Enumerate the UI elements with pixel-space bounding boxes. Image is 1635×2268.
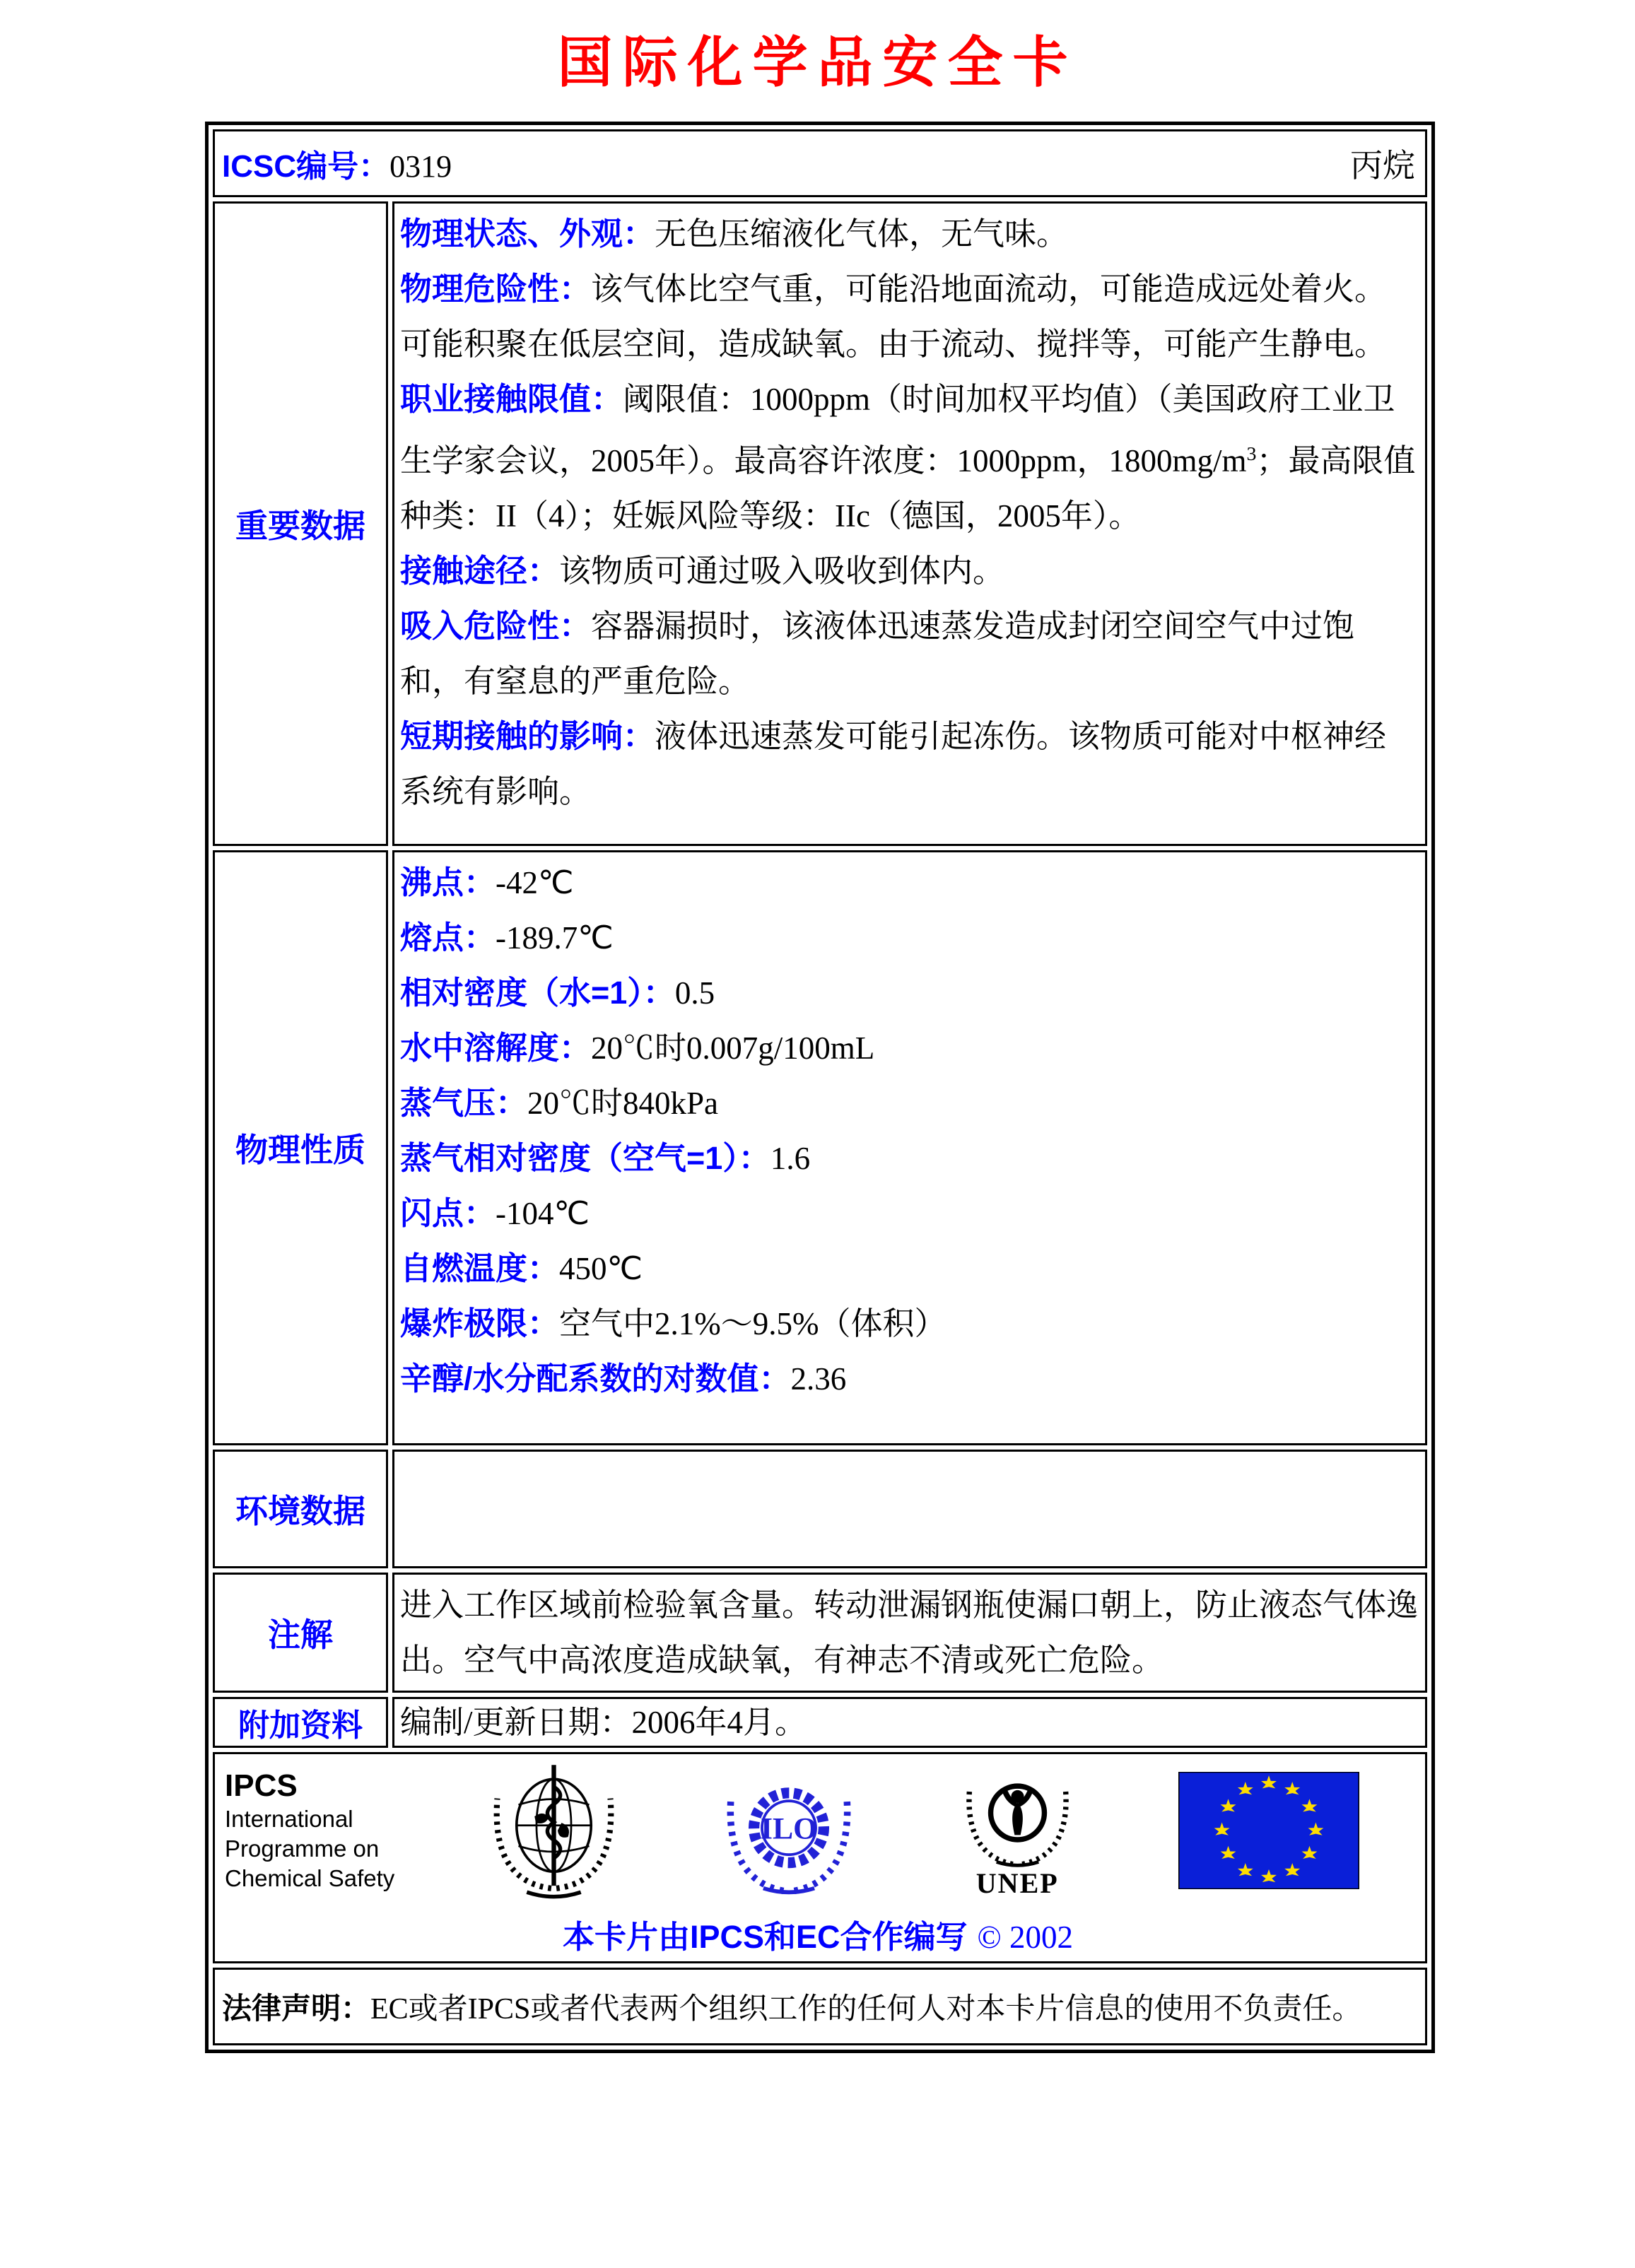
- credit-copyright: © 2002: [977, 1920, 1073, 1955]
- superscript: 3: [1246, 443, 1257, 465]
- physical-item: [400, 1241, 1418, 1296]
- field-label: 蒸气压：: [400, 1085, 528, 1121]
- icsc-table: [205, 122, 1435, 2053]
- field-label: 相对密度（水=1）：: [400, 975, 675, 1011]
- physical-item: [400, 1296, 1418, 1351]
- field-value: -104℃: [496, 1196, 590, 1231]
- physical-item: [400, 855, 1418, 910]
- section-label-notes: 注解: [213, 1573, 388, 1693]
- unep-logo-icon: [959, 1763, 1076, 1898]
- legal-text: EC或者IPCS或者代表两个组织工作的任何人对本卡片信息的使用不负责任。: [370, 1993, 1362, 2026]
- field-label: 吸入危险性：: [400, 608, 592, 644]
- additional-info-row: [213, 1697, 1427, 1748]
- legal-cell: [213, 1968, 1427, 2045]
- field-label: 蒸气相对密度（空气=1）：: [400, 1140, 770, 1176]
- ipcs-text-block: [225, 1768, 437, 1893]
- icsc-number-label: ICSC编号：: [222, 149, 390, 184]
- header-cell: [213, 129, 1427, 197]
- field-label: 闪点：: [400, 1195, 496, 1231]
- important-item: [400, 206, 1418, 262]
- ipcs-programme-line: International: [225, 1806, 353, 1832]
- field-value: -189.7℃: [496, 920, 614, 956]
- notes-row: [213, 1573, 1427, 1693]
- credit-line: [225, 1911, 1411, 1957]
- icsc-number-group: [222, 141, 452, 186]
- field-label: 熔点：: [400, 919, 496, 956]
- field-label: 辛醇/水分配系数的对数值：: [400, 1361, 791, 1397]
- ipcs-programme-line: Programme on: [225, 1835, 380, 1862]
- field-value: 容器漏损时，该液体迅速蒸发造成封闭空间空气中过饱和，有窒息的严重危险。: [400, 609, 1355, 699]
- physical-item: [400, 965, 1418, 1021]
- field-label: 短期接触的影响：: [400, 718, 655, 754]
- field-label: 接触途径：: [400, 553, 560, 589]
- ipcs-acronym: IPCS: [225, 1768, 298, 1803]
- credit-text: 本卡片由IPCS和EC合作编写: [563, 1919, 968, 1955]
- important-item: [400, 709, 1418, 819]
- physical-item: [400, 1186, 1418, 1241]
- field-label: 自燃温度：: [400, 1250, 560, 1286]
- section-label-important: 重要数据: [213, 201, 388, 846]
- field-value: 该物质可通过吸入吸收到体内。: [559, 553, 1005, 589]
- physical-item: [400, 1131, 1418, 1186]
- legal-row: [213, 1968, 1427, 2045]
- field-value: 该气体比空气重，可能沿地面流动，可能造成远处着火。可能积聚在低层空间，造成缺氧。由于流动、搅拌等，可能产生静电。: [400, 271, 1387, 362]
- field-label: 物理危险性：: [400, 271, 592, 307]
- ilo-logo-icon: [722, 1763, 856, 1898]
- who-logo-icon: [488, 1760, 619, 1901]
- field-value: 20℃时0.007g/100mL: [591, 1030, 875, 1066]
- physical-item: [400, 1021, 1418, 1076]
- field-label: 物理状态、外观：: [400, 216, 655, 252]
- eu-flag-icon: [1178, 1772, 1359, 1889]
- ilo-letters: ILO: [761, 1811, 818, 1846]
- header-row: [213, 129, 1427, 197]
- important-item: [400, 372, 1418, 544]
- environment-data-row: [213, 1450, 1427, 1568]
- section-content-environment: [392, 1450, 1427, 1568]
- section-content-physical: [392, 850, 1427, 1445]
- field-label: 爆炸极限：: [400, 1305, 560, 1341]
- field-value: 无色压缩液化气体，无气味。: [655, 216, 1069, 252]
- additional-text: 编制/更新日期：2006年4月。: [400, 1705, 807, 1740]
- notes-text: 进入工作区域前检验氧含量。转动泄漏钢瓶使漏口朝上，防止液态气体逸出。空气中高浓度造成缺氧，有神志不清或死亡危险。: [400, 1587, 1419, 1678]
- field-value: 空气中2.1%～9.5%（体积）: [559, 1306, 947, 1341]
- section-label-physical: 物理性质: [213, 850, 388, 1445]
- physical-item: [400, 1076, 1418, 1131]
- ipcs-programme-line: Chemical Safety: [225, 1865, 395, 1891]
- physical-properties-row: [213, 850, 1427, 1445]
- field-label: 水中溶解度：: [400, 1030, 592, 1066]
- section-content-notes: [392, 1573, 1427, 1693]
- field-value: 液体迅速蒸发可能引起冻伤。该物质可能对中枢神经系统有影响。: [400, 719, 1387, 809]
- field-value: 20℃时840kPa: [527, 1086, 719, 1121]
- legal-label: 法律声明：: [222, 1992, 371, 2025]
- section-label-environment: 环境数据: [213, 1450, 388, 1568]
- field-label: 沸点：: [400, 864, 496, 900]
- important-item: [400, 262, 1418, 372]
- field-label: 职业接触限值：: [400, 381, 623, 417]
- physical-item: [400, 910, 1418, 965]
- substance-name: 丙烷: [1350, 148, 1415, 184]
- field-value: 450℃: [559, 1251, 643, 1286]
- field-value: 1.6: [770, 1141, 811, 1176]
- logo-strip: [437, 1760, 1411, 1901]
- section-content-important: [392, 201, 1427, 846]
- section-content-additional: [392, 1697, 1427, 1748]
- important-item: [400, 544, 1418, 599]
- important-item: [400, 599, 1418, 709]
- physical-item: [400, 1351, 1418, 1406]
- field-value: 2.36: [790, 1361, 847, 1397]
- page-title: 国际化学品安全卡: [557, 30, 1078, 95]
- important-data-row: [213, 201, 1427, 846]
- unep-caption: UNEP: [975, 1867, 1059, 1899]
- footer-row: [213, 1752, 1427, 1963]
- field-value: 阈限值：1000ppm（时间加权平均值）（美国政府工业卫生学家会议，2005年）。最高容许浓度：1000ppm，$1800mg/m^3$；最高限值种类：II（4）；妊娠风险等级：IIc（德国，2005年）。: [400, 382, 1416, 534]
- field-value: -42℃: [496, 865, 574, 900]
- footer-cell: [213, 1752, 1427, 1963]
- field-value: 0.5: [674, 975, 715, 1011]
- icsc-number-value: 0319: [389, 149, 452, 184]
- section-label-additional: 附加资料: [213, 1697, 388, 1748]
